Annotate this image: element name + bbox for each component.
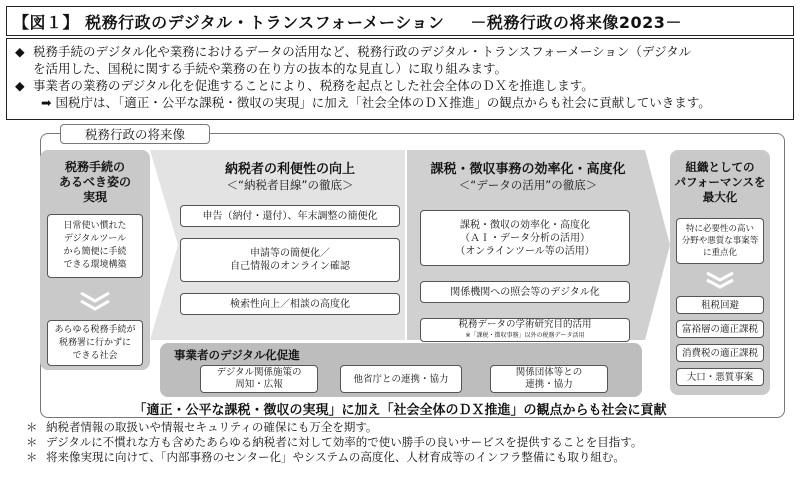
footnote-1-text: 納税者情報の取扱いや情報セキュリティの確保にも万全を期す。	[46, 420, 378, 434]
intro-arrow-line: ➡ 国税庁は、「適正・公平な課税・徴収の実現」に加え「社会全体のＤＸ推進」の観点からも社会に貢献していきます。	[41, 95, 711, 110]
intro-bullet-1	[15, 43, 785, 60]
col2-item-filing: 申告（納付・還付）、年末調整の簡便化	[180, 205, 400, 227]
col3-heading: 課税・徴収事務の効率化・高度化	[430, 162, 626, 177]
footnote-1	[26, 420, 642, 435]
diamond-bullet-icon: ◆	[15, 44, 25, 59]
col3-item-academic	[420, 318, 630, 342]
col4-heading: 組織としての パフォーマンスを 最大化	[674, 160, 766, 204]
diamond-bullet-icon: ◆	[15, 78, 25, 93]
col2-item-applications: 申請等の簡便化／ 自己情報のオンライン確認	[180, 238, 400, 282]
col4-item-tax-avoidance: 租税回避	[676, 296, 764, 314]
col3-item-inquiries: 関係機関への照会等のデジタル化	[420, 281, 630, 303]
col4-item-large-malicious: 大口・悪質事案	[676, 368, 764, 386]
dx-item-organizations: 関係団体等との 連携・協力	[490, 365, 608, 393]
footnote-3-text: 将来像実現に向けて、「内部事務のセンター化」やシステムの高度化、人材育成等のインフラ整備にも取り組む。	[46, 450, 625, 464]
col1-heading: 税務手続の あるべき姿の 実現	[58, 160, 131, 204]
col2-heading: 納税者の利便性の向上	[224, 162, 355, 177]
col1-box-digital-tools: 日常使い慣れた デジタルツール から簡便に手続 できる環境構築	[47, 214, 143, 278]
footnotes	[26, 420, 642, 465]
footnote-mark: ＊	[26, 420, 38, 434]
col3-item-efficiency: 課税・徴収の効率化・高度化 （ＡＩ・データ分析の活用） （オンラインツール等の活用）	[420, 210, 630, 266]
col-organizational-performance	[670, 150, 770, 395]
page-title: 【図１】 税務行政のデジタル・トランスフォーメーション	[13, 12, 445, 32]
page-subtitle: －税務行政の将来像2023－	[470, 12, 682, 32]
intro-box	[6, 38, 794, 120]
col-ideal-procedures	[40, 150, 150, 370]
intro-bullet-1-line1: 税務手続のデジタル化や業務におけるデータの活用など、税務行政のデジタル・トランスフォーメーション（デジタル	[33, 44, 692, 59]
col3-subheading: ＜“データの活用”の徹底＞	[458, 178, 598, 192]
dx-item-publicity: デジタル関係施策の 周知・広報	[200, 365, 318, 393]
intro-bullet-1-line2: を活用した、国税に関する手続や業務の在り方の抜本的な見直し）に取り組みます。	[33, 61, 508, 76]
footnote-mark: ＊	[26, 435, 38, 449]
title-bar	[6, 6, 794, 36]
col2-item-search: 検索性向上／相談の高度化	[180, 293, 400, 315]
chevron-down-icon	[78, 290, 112, 312]
panel-label: 税務行政の将来像	[60, 124, 210, 144]
bottom-summary: 「適正・公平な課税・徴収の実現」に加え「社会全体のＤＸ推進」の観点からも社会に貢献	[133, 403, 667, 418]
col4-box-focus: 特に必要性の高い 分野や悪質な事案等 に重点化	[676, 218, 764, 264]
intro-bullet-2-text: 事業者の業務のデジタル化を促進することにより、税務を起点とした社会全体のＤＸを推進します。	[33, 78, 594, 93]
footnote-2-text: デジタルに不慣れな方も含めたあらゆる納税者に対して効率的で使い勝手の良いサービスを提供することを目指す。	[46, 435, 643, 449]
col3-item-academic-label: 税務データの学術研究目的活用	[458, 319, 592, 330]
col1-box-no-visit: あらゆる税務手続が 税務署に行かずに できる社会	[47, 320, 143, 366]
footnote-mark: ＊	[26, 450, 38, 464]
dx-item-ministries: 他省庁との連携・協力	[340, 365, 462, 393]
col3-item-academic-note: ※「課税・徴収事務」以外の税務データ活用	[465, 332, 585, 339]
col4-item-consumption-tax: 消費税の適正課税	[676, 344, 764, 362]
col4-item-wealthy: 富裕層の適正課税	[676, 320, 764, 338]
chevron-down-icon	[704, 270, 736, 290]
dx-heading: 事業者のデジタル化促進	[174, 348, 300, 362]
business-dx-group	[160, 343, 642, 397]
footnote-2	[26, 435, 642, 450]
intro-bullet-2	[15, 77, 785, 94]
footnote-3	[26, 450, 642, 465]
col2-subheading: ＜“納税者目線”の徹底＞	[226, 178, 354, 192]
